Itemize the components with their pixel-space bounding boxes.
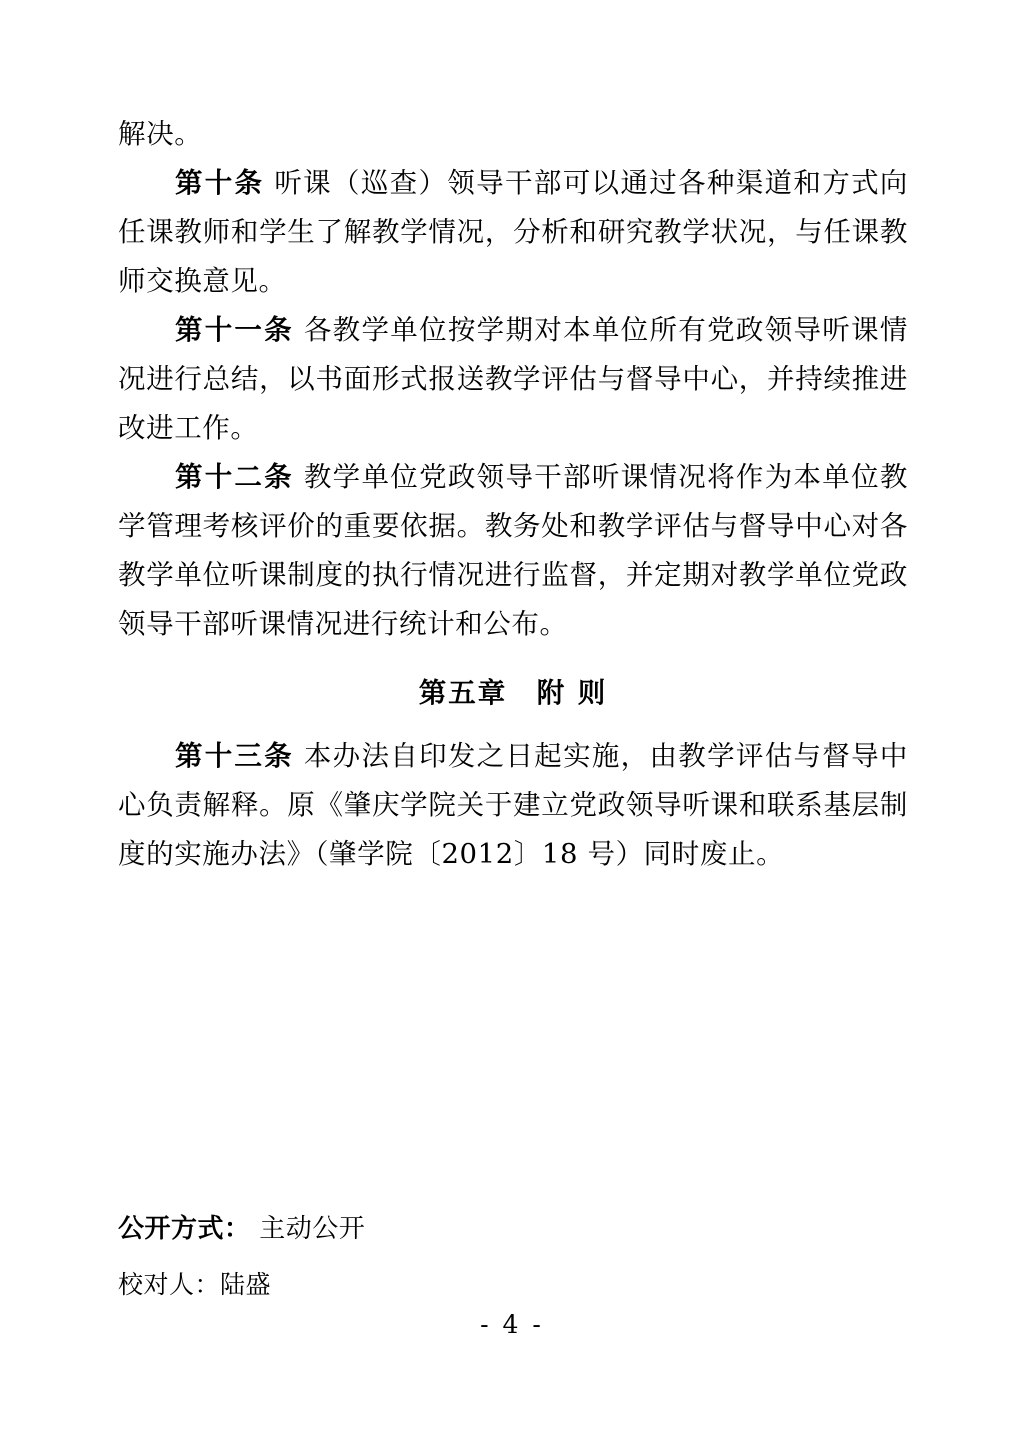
article-11-label: 第十一条 xyxy=(175,314,294,346)
disclosure-line xyxy=(118,1208,908,1250)
page-number: - 4 - xyxy=(480,1310,544,1339)
article-10-label: 第十条 xyxy=(175,167,265,199)
article-12 xyxy=(118,453,908,649)
document-body xyxy=(118,110,908,879)
paragraph-text: 解决。 xyxy=(118,118,203,150)
article-13-label: 第十三条 xyxy=(175,740,294,772)
article-13 xyxy=(118,732,908,879)
article-12-text: 教学单位党政领导干部听课情况将作为本单位教学管理考核评价的重要依据。教务处和教学评估与督导中心对各教学单位听课制度的执行情况进行监督，并定期对教学单位党政领导干部听课情况进行统计和公布。 xyxy=(118,461,908,640)
article-11-text: 各教学单位按学期对本单位所有党政领导听课情况进行总结，以书面形式报送教学评估与督导中心，并持续推进改进工作。 xyxy=(118,314,908,444)
article-11 xyxy=(118,306,908,453)
disclosure-value: 主动公开 xyxy=(259,1214,366,1244)
disclosure-label: 公开方式： xyxy=(118,1214,251,1244)
paragraph-continuation xyxy=(118,110,908,159)
article-10 xyxy=(118,159,908,306)
article-13-text: 本办法自印发之日起实施，由教学评估与督导中心负责解释。原《肇庆学院关于建立党政领导听课和联系基层制度的实施办法》（肇学院〔2012〕18 号）同时废止。 xyxy=(118,740,908,870)
proofreader-line: 校对人：陆盛 xyxy=(118,1270,272,1299)
document-footer xyxy=(118,1208,908,1306)
article-12-label: 第十二条 xyxy=(175,461,294,493)
chapter-heading: 第五章 附 则 xyxy=(418,677,608,709)
article-10-text: 听课（巡查）领导干部可以通过各种渠道和方式向任课教师和学生了解教学情况，分析和研究教学状况，与任课教师交换意见。 xyxy=(118,167,909,297)
